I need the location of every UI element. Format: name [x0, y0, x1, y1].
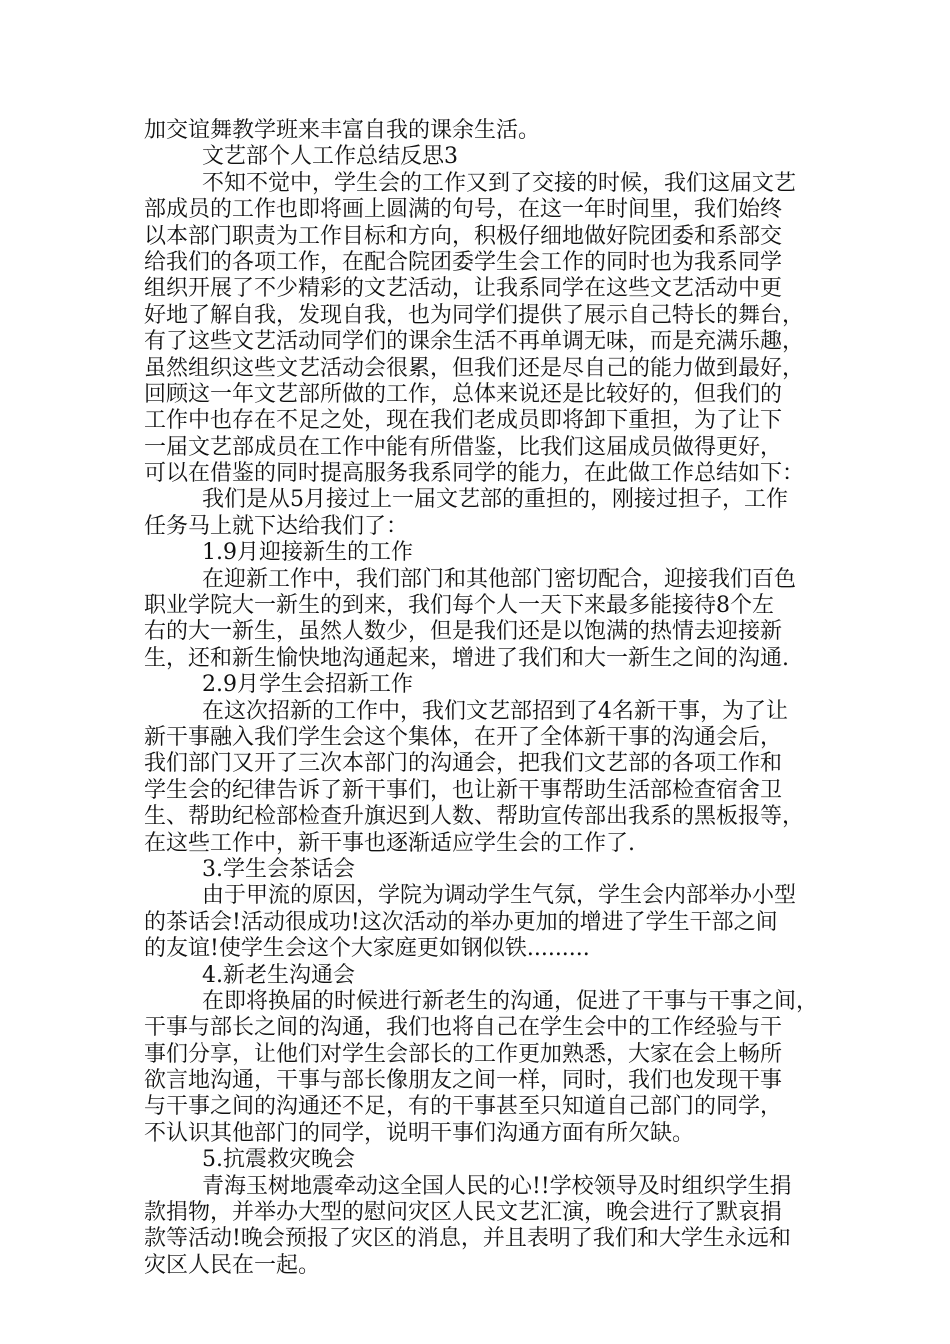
text-line: 3.学生会茶话会 [202, 856, 355, 882]
text-line: 的茶话会!活动很成功!这次活动的举办更加的增进了学生干部之间 [144, 909, 778, 935]
text-line: 在这些工作中，新干事也逐渐适应学生会的工作了. [144, 830, 635, 856]
text-line: 回顾这一年文艺部所做的工作，总体来说还是比较好的，但我们的 [144, 381, 783, 407]
text-line: 部成员的工作也即将画上圆满的句号，在这一年时间里，我们始终 [144, 197, 783, 223]
text-line: 4.新老生沟通会 [202, 962, 355, 988]
text-line: 青海玉树地震牵动这全国人民的心!!学校领导及时组织学生捐 [202, 1173, 792, 1199]
text-line: 在这次招新的工作中，我们文艺部招到了4名新干事，为了让 [202, 698, 788, 724]
text-line: 的友谊!使学生会这个大家庭更如钢似铁......... [144, 936, 590, 962]
text-line: 5.抗震救灾晚会 [202, 1147, 355, 1173]
document-body [144, 118, 819, 1279]
text-line: 在即将换届的时候进行新老生的沟通，促进了干事与干事之间， [202, 988, 819, 1014]
text-line: 不知不觉中，学生会的工作又到了交接的时候，我们这届文艺 [202, 170, 797, 196]
text-line: 任务马上就下达给我们了： [144, 513, 409, 539]
text-line: 组织开展了不少精彩的文艺活动，让我系同学在这些文艺活动中更 [144, 276, 783, 302]
text-line: 虽然组织这些文艺活动会很累，但我们还是尽自己的能力做到最好， [144, 355, 805, 381]
text-line: 灾区人民在一起。 [144, 1252, 321, 1278]
text-line: 新干事融入我们学生会这个集体，在开了全体新干事的沟通会后， [144, 724, 783, 750]
text-line: 我们部门又开了三次本部门的沟通会，把我们文艺部的各项工作和 [144, 751, 783, 777]
text-line: 右的大一新生，虽然人数少，但是我们还是以饱满的热情去迎接新 [144, 619, 783, 645]
text-line: 不认识其他部门的同学，说明干事们沟通方面有所欠缺。 [144, 1120, 695, 1146]
text-line: 1.9月迎接新生的工作 [202, 540, 413, 566]
text-line: 生、帮助纪检部检查升旗迟到人数、帮助宣传部出我系的黑板报等， [144, 804, 805, 830]
text-line: 学生会的纪律告诉了新干事们，也让新干事帮助生活部检查宿舍卫 [144, 777, 783, 803]
text-line: 干事与部长之间的沟通，我们也将自己在学生会中的工作经验与干 [144, 1015, 783, 1041]
text-line: 欲言地沟通，干事与部长像朋友之间一样，同时，我们也发现干事 [144, 1068, 783, 1094]
text-line: 可以在借鉴的同时提高服务我系同学的能力，在此做工作总结如下： [144, 461, 805, 487]
text-line: 给我们的各项工作，在配合院团委学生会工作的同时也为我系同学 [144, 249, 783, 275]
text-line: 由于甲流的原因，学院为调动学生气氛，学生会内部举办小型 [202, 883, 797, 909]
text-line: 2.9月学生会招新工作 [202, 672, 413, 698]
text-line: 生，还和新生愉快地沟通起来，增进了我们和大一新生之间的沟通. [144, 645, 789, 671]
text-line: 款捐物，并举办大型的慰问灾区人民文艺汇演，晚会进行了默哀捐 [144, 1200, 783, 1226]
text-line: 一届文艺部成员在工作中能有所借鉴，比我们这届成员做得更好， [144, 434, 783, 460]
text-line: 款等活动!晚会预报了灾区的消息，并且表明了我们和大学生永远和 [144, 1226, 791, 1252]
text-line: 在迎新工作中，我们部门和其他部门密切配合，迎接我们百色 [202, 566, 797, 592]
text-line: 文艺部个人工作总结反思3 [202, 144, 458, 170]
text-line: 好地了解自我，发现自我，也为同学们提供了展示自己特长的舞台， [144, 302, 805, 328]
text-line: 我们是从5月接过上一届文艺部的重担的，刚接过担子，工作 [202, 487, 788, 513]
text-line: 事们分享，让他们对学生会部长的工作更加熟悉，大家在会上畅所 [144, 1041, 783, 1067]
text-line: 与干事之间的沟通还不足，有的干事甚至只知道自己部门的同学， [144, 1094, 783, 1120]
text-line: 加交谊舞教学班来丰富自我的课余生活。 [144, 118, 541, 143]
text-line: 工作中也存在不足之处，现在我们老成员即将卸下重担，为了让下 [144, 408, 783, 434]
text-line: 有了这些文艺活动同学们的课余生活不再单调无味，而是充满乐趣， [144, 329, 805, 355]
text-line: 职业学院大一新生的到来，我们每个人一天下来最多能接待8个左 [144, 593, 774, 619]
text-line: 以本部门职责为工作目标和方向，积极仔细地做好院团委和系部交 [144, 223, 783, 249]
